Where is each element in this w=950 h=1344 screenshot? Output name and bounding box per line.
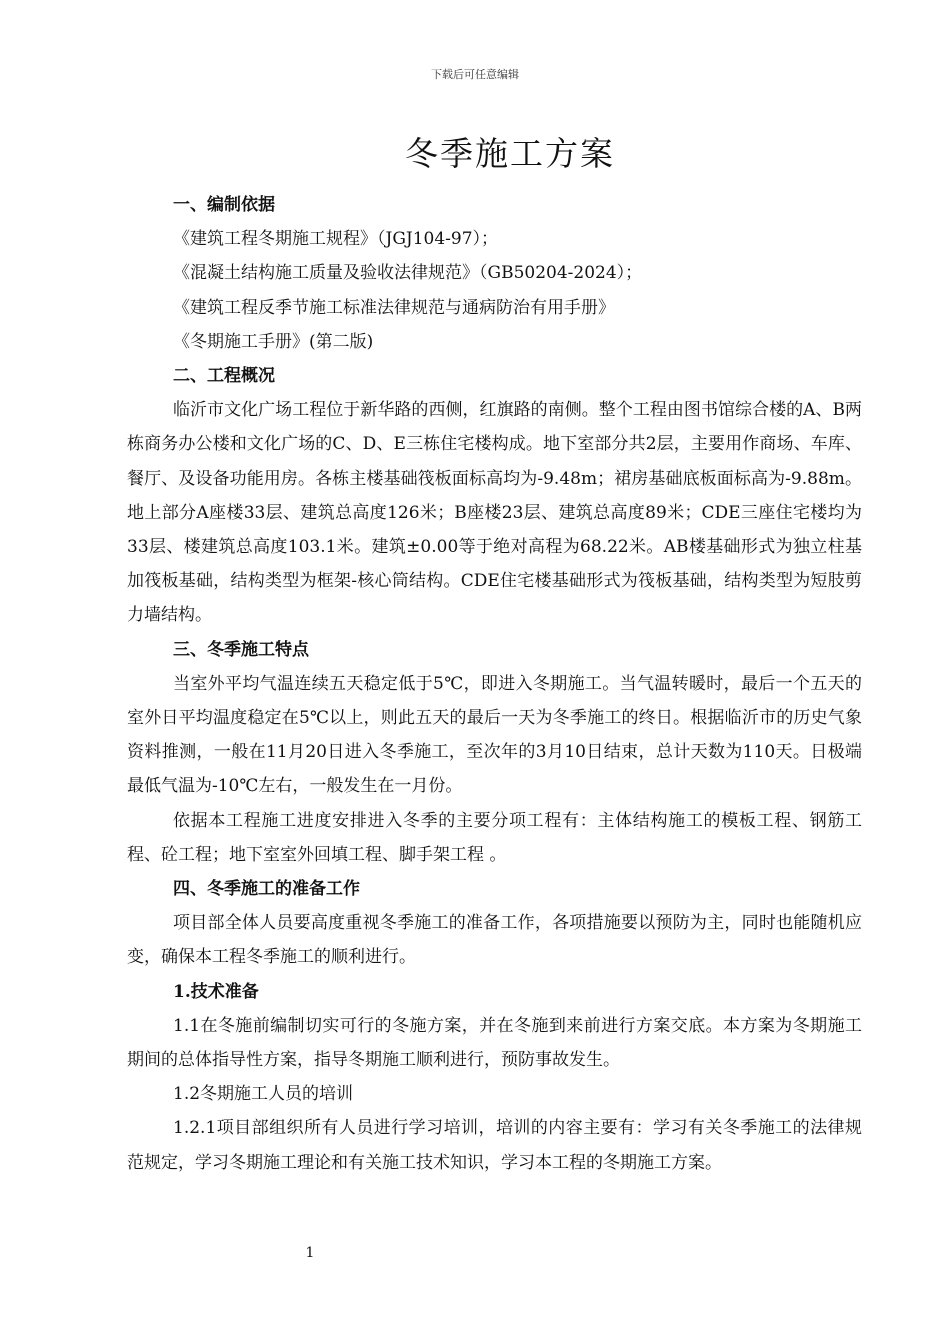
reference-item: 《建筑工程反季节施工标准法律规范与通病防治有用手册》: [173, 297, 615, 318]
section-heading-features: 三、冬季施工特点: [173, 639, 309, 660]
subsection-heading-training: 1.2冬期施工人员的培训: [173, 1084, 354, 1105]
paragraph-preparation: 项目部全体人员要高度重视冬季施工的准备工作，各项措施要以预防为主，同时也能随机应变，确保本工程冬季施工的顺利进行。: [127, 913, 862, 968]
document-title: 冬季施工方案: [405, 134, 615, 173]
section-heading-preparation: 四、冬季施工的准备工作: [173, 879, 360, 900]
reference-item: 《冬期施工手册》(第二版): [173, 331, 374, 352]
reference-item: 《混凝土结构施工质量及验收法律规范》（GB50204-2024）；: [173, 263, 643, 284]
page-number: 1: [305, 1245, 315, 1261]
section-heading-basis: 一、编制依据: [173, 195, 275, 215]
paragraph-features-climate: 当室外平均气温连续五天稳定低于5℃，即进入冬期施工。当气温转暖时，最后一个五天的室外日平均温度稳定在5℃以上，则此五天的最后一天为冬季施工的终日。根据临沂市的历史气象资料推测，一般在11月20日进入冬季施工，至次年的3月10日结束，总计天数为110天。日极端最低气温为-10℃左右，一般发生在一月份。: [127, 673, 862, 797]
subsection-heading-technical: 1.技术准备: [173, 981, 259, 1002]
page-header-note: 下载后可任意编辑: [431, 68, 519, 81]
paragraph-overview: 临沂市文化广场工程位于新华路的西侧，红旗路的南侧。整个工程由图书馆综合楼的A、B两栋商务办公楼和文化广场的C、D、E三栋住宅楼构成。地下室部分共2层，主要用作商场、车库、餐厅、及设备功能用房。各栋主楼基础筏板面标高均为-9.48m；裙房基础底板面标高为-9.88m。地上部分A座楼33层、建筑总高度126米；B座楼23层、建筑总高度89米；CDE三座住宅楼均为33层、楼建筑总高度103.1米。建筑±0.00等于绝对高程为68.22米。AB楼基础形式为独立柱基加筏板基础，结构类型为框架-核心筒结构。CDE住宅楼基础形式为筏板基础，结构类型为短肢剪力墙结构。: [127, 400, 862, 626]
reference-item: 《建筑工程冬期施工规程》（JGJ104-97）；: [173, 229, 499, 250]
paragraph-training: 1.2.1项目部组织所有人员进行学习培训，培训的内容主要有：学习有关冬季施工的法律规范规定，学习冬期施工理论和有关施工技术知识，学习本工程的冬期施工方案。: [127, 1118, 862, 1173]
paragraph-technical-plan: 1.1在冬施前编制切实可行的冬施方案，并在冬施到来前进行方案交底。本方案为冬期施工期间的总体指导性方案，指导冬期施工顺利进行，预防事故发生。: [127, 1015, 862, 1071]
section-heading-overview: 二、工程概况: [173, 366, 275, 387]
document-body: [127, 188, 862, 1180]
paragraph-features-works: 依据本工程施工进度安排进入冬季的主要分项工程有：主体结构施工的模板工程、钢筋工程、砼工程；地下室室外回填工程、脚手架工程 。: [127, 810, 862, 865]
